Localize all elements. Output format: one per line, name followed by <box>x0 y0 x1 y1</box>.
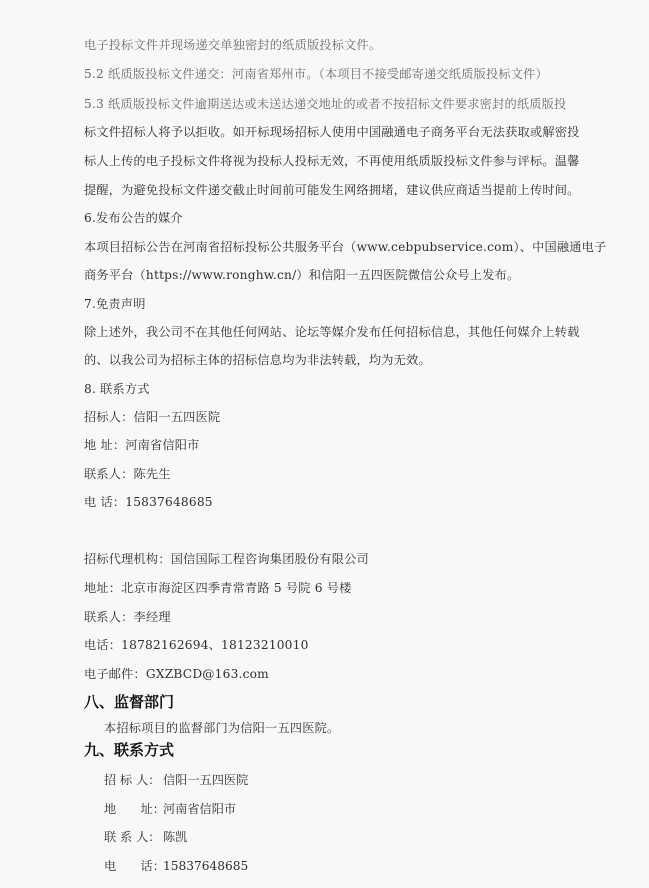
section-8-text: 本招标项目的监督部门为信阳一五四医院。 <box>104 721 340 735</box>
address-line: 地 址：河南省信阳市 <box>84 438 200 452</box>
paragraph-line: 本项目招标公告在河南省招标投标公共服务平台（www.cebpubservice.com）、中国融通电子 <box>84 240 607 254</box>
contact-value: 河南省信阳市 <box>163 802 237 816</box>
contact-person-line: 联系人：陈先生 <box>84 467 171 481</box>
contact-label: 联 系 人： <box>104 830 161 844</box>
agency-address-line: 地址：北京市海淀区四季青常青路 5 号院 6 号楼 <box>84 581 352 595</box>
agency-email-line: 电子邮件：GXZBCD@163.com <box>84 667 269 681</box>
contact-label: 地 址： <box>104 802 165 816</box>
subheading-contact: 8. 联系方式 <box>84 382 150 396</box>
subheading-media: 6.发布公告的媒介 <box>84 211 183 225</box>
subheading-disclaimer: 7.免责声明 <box>84 297 146 311</box>
phone-line: 电 话：15837648685 <box>84 495 213 509</box>
paragraph-line: 商务平台（https://www.ronghw.cn/）和信阳一五四医院微信公众号上发布。 <box>84 268 520 282</box>
contact-value: 信阳一五四医院 <box>163 773 249 787</box>
paragraph-line: 除上述外，我公司不在其他任何网站、论坛等媒介发布任何招标信息，其他任何媒介上转载 <box>84 325 580 339</box>
paragraph-line: 提醒，为避免投标文件递交截止时间前可能发生网络拥堵，建议供应商适当提前上传时间。 <box>84 183 580 197</box>
paragraph-line: 电子投标文件并现场递交单独密封的纸质版投标文件。 <box>84 38 382 52</box>
contact-label: 电 话： <box>104 859 165 873</box>
contact-value: 陈凯 <box>163 830 188 844</box>
agency-phone-line: 电话：18782162694、18123210010 <box>84 638 309 652</box>
contact-label: 招 标 人： <box>104 773 161 787</box>
section-9-title: 九、联系方式 <box>84 741 175 759</box>
agency-contact-line: 联系人：李经理 <box>84 610 171 624</box>
paragraph-line: 5.2 纸质版投标文件递交：河南省郑州市。（本项目不接受邮寄递交纸质版投标文件） <box>84 67 548 81</box>
paragraph-line: 标人上传的电子投标文件将视为投标人投标无效，不再使用纸质版投标文件参与评标。温馨 <box>84 154 580 168</box>
tenderer-line: 招标人：信阳一五四医院 <box>84 410 221 424</box>
paragraph-line: 标文件招标人将予以拒收。如开标现场招标人使用中国融通电子商务平台无法获取或解密投 <box>84 125 580 139</box>
paragraph-line: 5.3 纸质版投标文件逾期送达或未送达递交地址的或者不按招标文件要求密封的纸质版投 <box>84 97 567 111</box>
section-8-title: 八、监督部门 <box>84 693 175 711</box>
agency-line: 招标代理机构：国信国际工程咨询集团股份有限公司 <box>84 552 369 566</box>
paragraph-line: 的、以我公司为招标主体的招标信息均为非法转载，均为无效。 <box>84 353 431 367</box>
contact-value: 15837648685 <box>163 859 249 873</box>
